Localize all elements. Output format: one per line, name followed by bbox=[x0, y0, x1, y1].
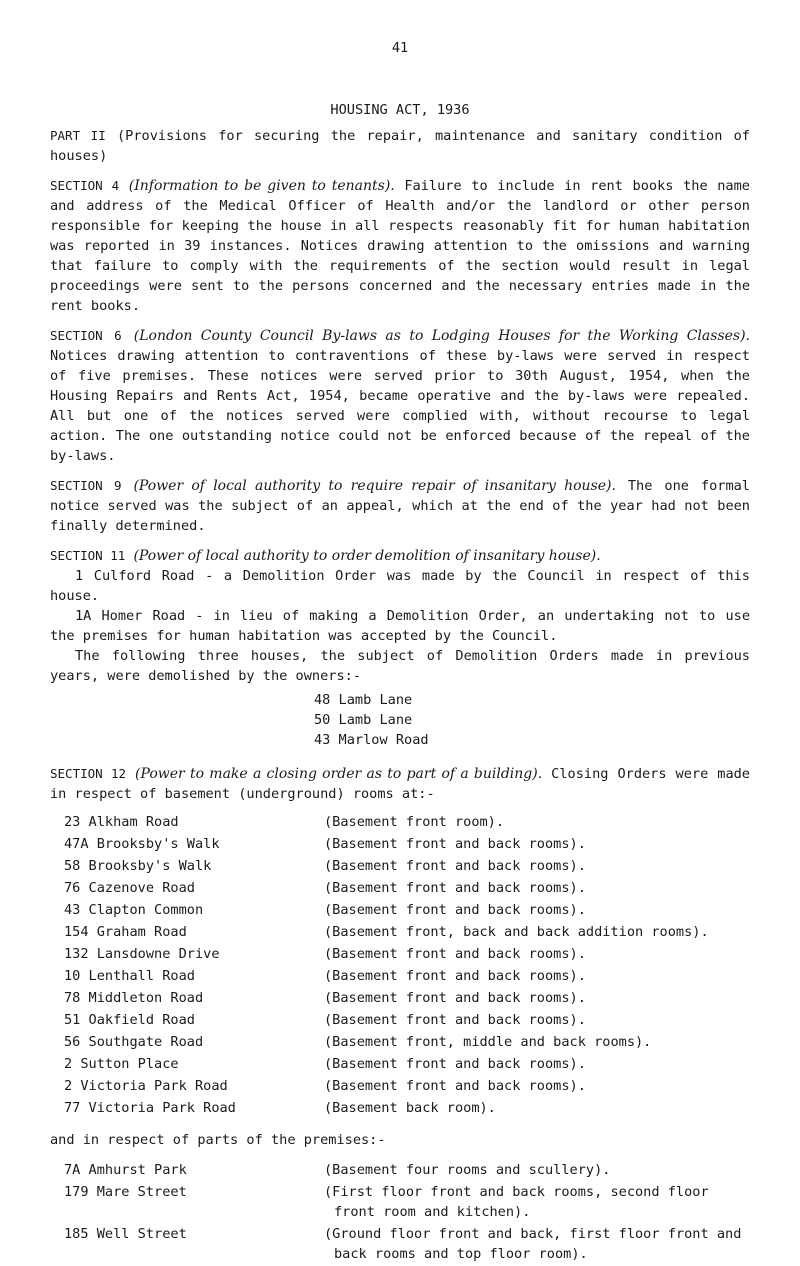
section-9-heading: (Power of local authority to require repair of insanitary house). bbox=[133, 478, 616, 494]
table-row bbox=[50, 1224, 750, 1266]
table-row bbox=[50, 1098, 750, 1120]
note-cell: (Basement front and back rooms). bbox=[324, 836, 586, 852]
note-cell: (Basement front and back rooms). bbox=[324, 990, 586, 1006]
section-11-para-2: 1A Homer Road - in lieu of making a Demolition Order, an undertaking not to use the premises for human habitation was accepted by the Council. bbox=[50, 608, 750, 644]
address-cell: 7A Amhurst Park bbox=[64, 1162, 187, 1178]
section-9-paragraph bbox=[50, 476, 750, 536]
section-4-text: Failure to include in rent books the name and address of the Medical Officer of Health and/or the landlord or other person responsible for keeping the house in all respects reasonably fit for human habitation was reported in 39 instances. Notices drawing attention to the omissions and warning that failure to comply with the requirements of the section would result in legal proceedings were sent to the persons concerned and the necessary entries made in the rent books. bbox=[50, 178, 750, 314]
table-row bbox=[50, 834, 750, 856]
list-item: 50 Lamb Lane bbox=[314, 712, 413, 728]
page-number: 41 bbox=[391, 40, 409, 56]
section-6-text: Notices drawing attention to contraventions of these by-laws were served in respect of five premises. These notices were served prior to 30th August, 1954, when the Housing Repairs and Rents Act, 1954, became operative and the by-laws were repealed. All but one of the notices served were complied with, without recourse to legal action. The one outstanding notice could not be enforced because of the repeal of the by-laws. bbox=[50, 348, 750, 464]
note-cell: (Basement front, middle and back rooms). bbox=[324, 1034, 652, 1050]
table-row bbox=[50, 922, 750, 944]
section-4-paragraph bbox=[50, 176, 750, 316]
address-cell: 43 Clapton Common bbox=[64, 902, 204, 918]
note-cell: (Basement front and back rooms). bbox=[324, 1056, 586, 1072]
address-cell: 185 Well Street bbox=[64, 1226, 187, 1242]
section-9-text: The one formal notice served was the subject of an appeal, which at the end of the year had not been finally determined. bbox=[50, 478, 750, 534]
note-cell: (Ground floor front and back, first floor front and back rooms and top floor room). bbox=[324, 1226, 742, 1262]
section-11-para-3: The following three houses, the subject of Demolition Orders made in previous years, were demolished by the owners:- bbox=[50, 648, 750, 684]
note-cell: (Basement front room). bbox=[324, 814, 505, 830]
address-cell: 154 Graham Road bbox=[64, 924, 187, 940]
table-row bbox=[50, 1182, 750, 1224]
address-cell: 58 Brooksby's Walk bbox=[64, 858, 212, 874]
address-cell: 2 Victoria Park Road bbox=[64, 1078, 228, 1094]
section-11-para-1: 1 Culford Road - a Demolition Order was made by the Council in respect of this house. bbox=[50, 568, 750, 604]
address-cell: 56 Southgate Road bbox=[64, 1034, 204, 1050]
address-cell: 23 Alkham Road bbox=[64, 814, 179, 830]
parts-closing-orders-table bbox=[50, 1160, 750, 1266]
address-cell: 47A Brooksby's Walk bbox=[64, 836, 220, 852]
part-ii-paragraph bbox=[50, 126, 750, 166]
note-cell: (Basement front and back rooms). bbox=[324, 858, 586, 874]
table-row bbox=[50, 988, 750, 1010]
section-12-text: Closing Orders were made in respect of basement (underground) rooms at:- bbox=[50, 766, 750, 802]
address-cell: 10 Lenthall Road bbox=[64, 968, 195, 984]
section-11-heading: (Power of local authority to order demolition of insanitary house). bbox=[133, 548, 601, 564]
note-cell: (Basement front and back rooms). bbox=[324, 946, 586, 962]
table-row bbox=[50, 1032, 750, 1054]
table-row bbox=[50, 1054, 750, 1076]
section-11-paragraph bbox=[50, 546, 750, 566]
note-cell: (Basement front, back and back addition rooms). bbox=[324, 924, 709, 940]
note-cell: (Basement front and back rooms). bbox=[324, 1012, 586, 1028]
address-cell: 51 Oakfield Road bbox=[64, 1012, 195, 1028]
parts-intro: and in respect of parts of the premises:- bbox=[50, 1132, 386, 1148]
address-cell: 2 Sutton Place bbox=[64, 1056, 179, 1072]
address-cell: 132 Lansdowne Drive bbox=[64, 946, 220, 962]
section-6-heading: (London County Council By-laws as to Lodging Houses for the Working Classes). bbox=[133, 328, 751, 344]
note-cell: (Basement front and back rooms). bbox=[324, 1078, 586, 1094]
address-cell: 78 Middleton Road bbox=[64, 990, 204, 1006]
list-item: 48 Lamb Lane bbox=[314, 692, 413, 708]
part-label: PART II bbox=[50, 128, 106, 143]
table-row bbox=[50, 1010, 750, 1032]
note-cell: (Basement four rooms and scullery). bbox=[324, 1162, 611, 1178]
section-6-paragraph bbox=[50, 326, 750, 466]
document-title: HOUSING ACT, 1936 bbox=[330, 102, 470, 118]
table-row bbox=[50, 966, 750, 988]
basement-closing-orders-table bbox=[50, 812, 750, 1120]
demolished-houses-list bbox=[314, 690, 750, 750]
table-row bbox=[50, 944, 750, 966]
note-cell: (Basement front and back rooms). bbox=[324, 880, 586, 896]
table-row bbox=[50, 812, 750, 834]
section-12-label: SECTION 12 bbox=[50, 766, 127, 781]
section-4-label: SECTION 4 bbox=[50, 178, 120, 193]
list-item: 43 Marlow Road bbox=[314, 732, 429, 748]
note-cell: (Basement front and back rooms). bbox=[324, 902, 586, 918]
note-cell: (First floor front and back rooms, second floor front room and kitchen). bbox=[324, 1184, 709, 1220]
section-6-label: SECTION 6 bbox=[50, 328, 122, 343]
address-cell: 179 Mare Street bbox=[64, 1184, 187, 1200]
address-cell: 76 Cazenove Road bbox=[64, 880, 195, 896]
note-cell: (Basement back room). bbox=[324, 1100, 496, 1116]
section-11-label: SECTION 11 bbox=[50, 548, 126, 563]
section-12-paragraph bbox=[50, 764, 750, 804]
part-text: (Provisions for securing the repair, maintenance and sanitary condition of houses) bbox=[50, 128, 750, 164]
table-row bbox=[50, 900, 750, 922]
table-row bbox=[50, 878, 750, 900]
table-row bbox=[50, 1076, 750, 1098]
table-row bbox=[50, 1160, 750, 1182]
section-12-heading: (Power to make a closing order as to part of a building). bbox=[135, 766, 543, 782]
table-row bbox=[50, 856, 750, 878]
address-cell: 77 Victoria Park Road bbox=[64, 1100, 236, 1116]
note-cell: (Basement front and back rooms). bbox=[324, 968, 586, 984]
section-9-label: SECTION 9 bbox=[50, 478, 122, 493]
section-4-heading: (Information to be given to tenants). bbox=[128, 178, 395, 194]
